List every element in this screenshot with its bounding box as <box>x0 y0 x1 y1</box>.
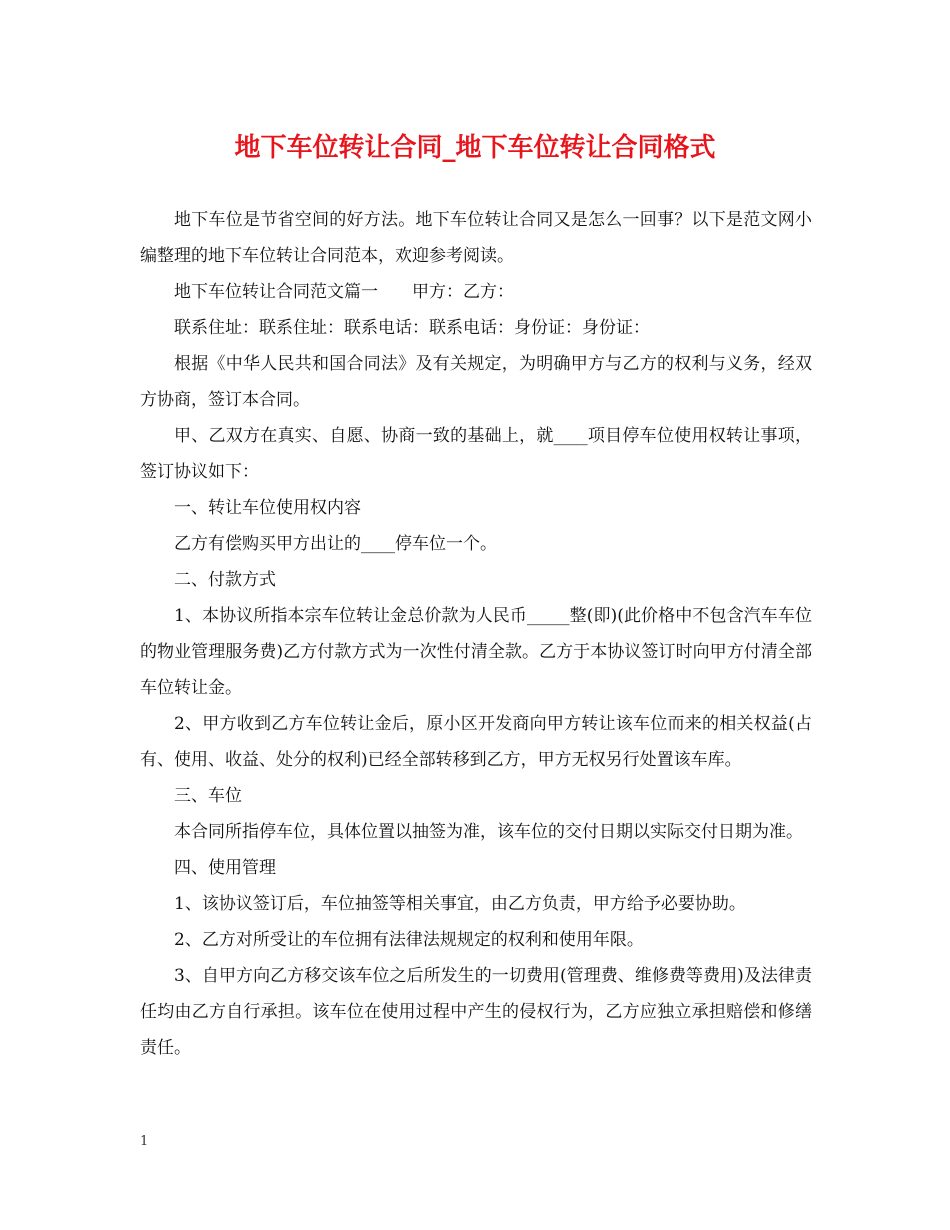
paragraph-transfer-content: 乙方有偿购买甲方出让的____停车位一个。 <box>174 534 497 554</box>
paragraph-management-2: 2、乙方对所受让的车位拥有法律法规规定的权利和使用年限。 <box>174 930 644 950</box>
paragraph-intro: 地下车位是节省空间的好方法。地下车位转让合同又是怎么一回事？以下是范文网小编整理的地下车位转让合同范本，欢迎参考阅读。 <box>140 210 812 266</box>
paragraph-management-3: 3、自甲方向乙方移交该车位之后所发生的一切费用(管理费、维修费等费用)及法律责任均由乙方自行承担。该车位在使用过程中产生的侵权行为，乙方应独立承担赔偿和修缮责任。 <box>140 966 812 1058</box>
section-heading-4: 四、使用管理 <box>174 858 276 878</box>
paragraph-parking-space: 本合同所指停车位，具体位置以抽签为准，该车位的交付日期以实际交付日期为准。 <box>174 822 803 842</box>
paragraph-contact-fields: 联系住址：联系住址：联系电话：联系电话：身份证：身份证： <box>174 318 650 338</box>
paragraph-payment-2: 2、甲方收到乙方车位转让金后，原小区开发商向甲方转让该车位而来的相关权益(占有、使用、收益、处分的权利)已经全部转移到乙方，甲方无权另行处置该车库。 <box>140 714 812 770</box>
section-heading-1: 一、转让车位使用权内容 <box>174 498 361 518</box>
section-heading-2: 二、付款方式 <box>174 570 276 590</box>
page-number: 1 <box>140 1134 149 1149</box>
paragraph-agreement-intro: 甲、乙双方在真实、自愿、协商一致的基础上，就____项目停车位使用权转让事项，签订协议如下： <box>140 426 812 482</box>
document-title: 地下车位转让合同_地下车位转让合同格式 <box>234 133 716 163</box>
section-heading-3: 三、车位 <box>174 786 242 806</box>
paragraph-payment-1: 1、本协议所指本宗车位转让金总价款为人民币_____整(即)(此价格中不包含汽车车位的物业管理服务费)乙方付款方式为一次性付清全款。乙方于本协议签订时向甲方付清全部车位转让金。 <box>140 606 812 698</box>
paragraph-legal-basis: 根据《中华人民共和国合同法》及有关规定，为明确甲方与乙方的权利与义务，经双方协商，签订本合同。 <box>140 354 812 410</box>
document-body <box>140 202 812 1066</box>
paragraph-management-1: 1、该协议签订后，车位抽签等相关事宜，由乙方负责，甲方给予必要协助。 <box>174 894 746 914</box>
paragraph-sample-heading: 地下车位转让合同范文篇一 甲方：乙方： <box>174 282 514 302</box>
